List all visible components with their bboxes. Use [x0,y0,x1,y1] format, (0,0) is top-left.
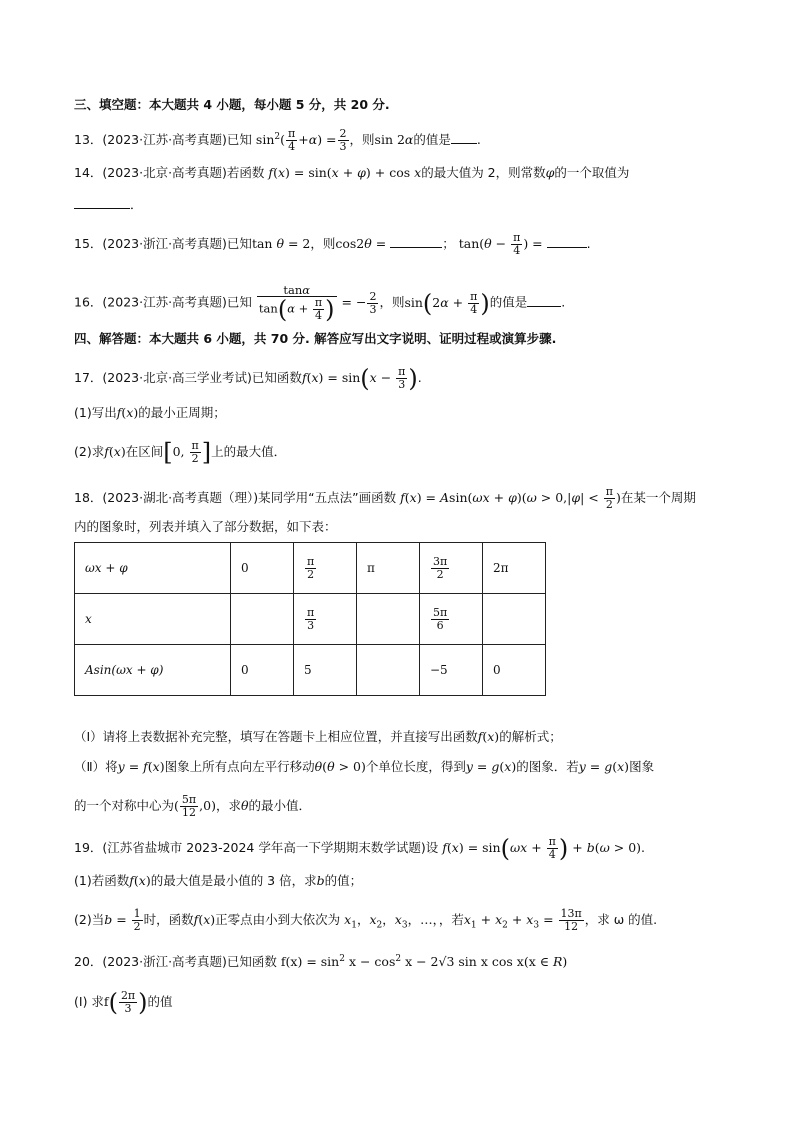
table-cell: Asin(ωx + φ) [75,645,231,696]
q16-answer-blank[interactable] [527,294,561,307]
table-row [75,543,546,594]
section-3-title: 三、填空题：本大题共 4 小题，每小题 5 分，共 20 分. [74,97,390,112]
q15-answer-blank-2[interactable] [547,235,587,248]
table-cell: π [357,543,420,594]
question-17: 17．(2023·北京·高三学业考试)已知函数f(x) = sin(x − $\frac{\pi}{3}$ ). [74,364,422,393]
q20-part-1: (I) 求f( $\frac{2\pi}{3}$ )的值 [74,988,173,1017]
q20-formula: $f(x) = \sin^2 x - \cos^2 x - 2√3$ sin x cos x(x ∈ R) [280,954,568,970]
table-cell: $\frac{\pi}{3}$ [294,594,357,645]
question-14-blank-line: ． [74,196,143,214]
table-cell: x [75,594,231,645]
table-cell: ωx + φ [75,543,231,594]
question-15: 15．(2023·浙江·高考真题)已知tan θ = 2，则cos2θ = ； tan(θ − $\frac{\pi}{4}$ ) = . [74,231,591,257]
table-cell: $\frac{5\pi}{6}$ [420,594,483,645]
table-cell: 0 [231,645,294,696]
question-19: 19．(江苏省盐城市 2023-2024 学年高一下学期期末数学试题)设 f(x) = sin(ωx + $\frac{\pi}{4}$ ) + b(ω > 0). [74,834,646,863]
q17-part-2: (2)求f(x)在区间[0, $\frac{\pi}{2}$ ]上的最大值． [74,438,287,467]
question-13: 13．(2023·江苏·高考真题)已知 $\sin^2$( $\frac{\pi}{4}$ +α) = $\frac{2}{3}$ ，则sin 2α的值是 . [74,127,481,154]
table-cell[interactable] [231,594,294,645]
table-cell: $\frac{\pi}{2}$ [294,543,357,594]
question-14: 14．(2023·北京·高考真题)若函数 f(x) = sin(x + φ) + cos x的最大值为 2，则常数φ的一个取值为 [74,165,630,180]
q18-line-2: 内的图象时，列表并填入了部分数据，如下表： [74,519,337,534]
question-20: 20．(2023·浙江·高考真题)已知函数 $f(x) = \sin^2 x - \cos^2 x - 2√3$ sin x cos x(x ∈ R) [74,954,568,970]
question-16: 16．(2023·江苏·高考真题)已知 tanα tan(α + $\frac{\pi}{4}$ ) = − $\frac{2}{3}$ ，则sin(2α + $\frac{\pi}{4}$ )的值是 . [74,283,566,324]
q14-formula: f(x) = sin(x + φ) + cos x [268,165,422,180]
q18-table [74,542,546,696]
q13-formula: $\sin^2$( $\frac{\pi}{4}$ +α) = $\frac{2}{3}$ [255,127,347,154]
q16-formula: tanα tan(α + $\frac{\pi}{4}$ ) [258,283,335,324]
q18-formula: f(x) = Asin(ωx + φ)(ω > 0,|φ| < $\frac{\pi}{2}$ ) [400,485,621,511]
table-cell: 0 [231,543,294,594]
q14-answer-blank[interactable] [74,196,130,209]
q19-part-1: (1)若函数f(x)的最大值是最小值的 3 倍，求b的值； [74,873,363,888]
q18-part-ii-line-2: 的一个对称中心为( $\frac{5\pi}{12}$ ,0)，求θ的最小值． [74,793,312,819]
q18-part-ii: （Ⅱ）将y = f(x)图象上所有点向左平行移动θ(θ > 0)个单位长度，得到y = g(x)的图象．若y = g(x)图象 [74,759,655,774]
q17-part-1: (1)写出f(x)的最小正周期； [74,405,226,420]
q13-source: (2023·江苏·高考真题) [102,132,227,148]
table-row [75,594,546,645]
table-cell[interactable] [357,645,420,696]
table-cell: 5 [294,645,357,696]
q18-part-i: （Ⅰ）请将上表数据补充完整，填写在答题卡上相应位置，并直接写出函数f(x)的解析式； [74,729,562,744]
q15-answer-blank-1[interactable] [390,235,442,248]
q13-number: 13． [74,132,103,148]
q13-answer-blank[interactable] [451,131,477,144]
table-cell: 2π [483,543,546,594]
q19-part-2: (2)当b = $\frac{1}{2}$ 时，函数f(x)正零点由小到大依次为 $x_1$，$x_2$，$x_3$，…，，若$x_1 + x_2 + x_3$ = $\frac{13\pi}{12}$ ，求 ω 的值. [74,907,658,933]
table-cell[interactable] [357,594,420,645]
table-cell: −5 [420,645,483,696]
table-row [75,645,546,696]
section-4-title: 四、解答题：本大题共 6 小题，共 70 分. 解答应写出文字说明、证明过程或演算步骤. [74,331,557,346]
question-18: 18．(2023·湖北·高考真题（理）)某同学用“五点法”画函数 f(x) = Asin(ωx + φ)(ω > 0,|φ| < $\frac{\pi}{2}$ )在某一个周期 [74,485,696,511]
q17-formula: f(x) = sin(x − $\frac{\pi}{3}$ ) [301,364,418,393]
table-cell: $\frac{3\pi}{2}$ [420,543,483,594]
q19-formula: f(x) = sin(ωx + $\frac{\pi}{4}$ ) + b(ω > 0) [442,834,642,863]
table-cell[interactable] [483,594,546,645]
table-cell: 0 [483,645,546,696]
